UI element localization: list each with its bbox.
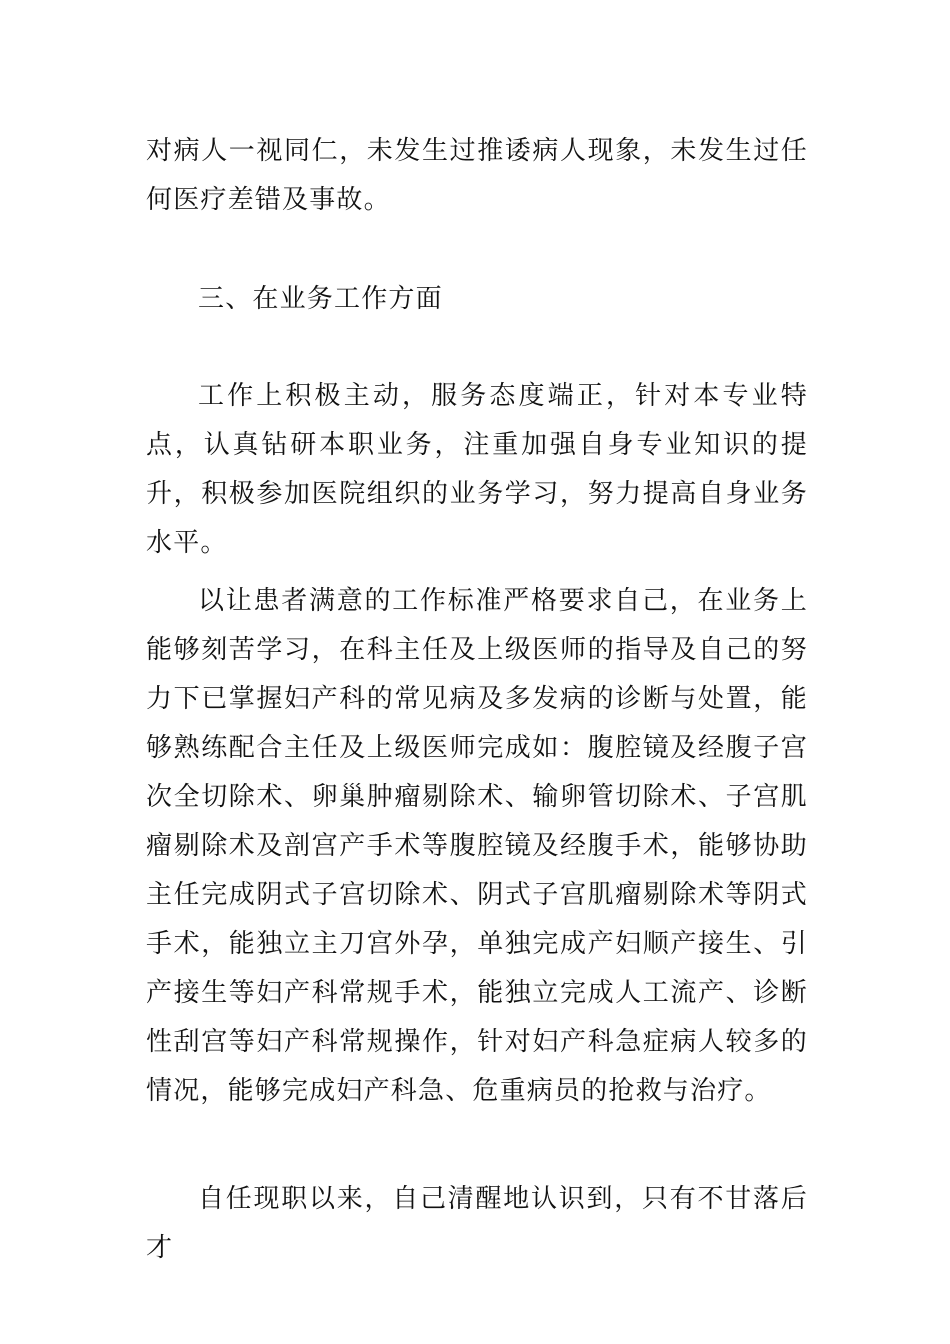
section-heading: 三、在业务工作方面 [198, 284, 443, 314]
paragraph-work-attitude: 工作上积极主动，服务态度端正，针对本专业特点，认真钻研本职业务，注重加强自身专业知识的提升，积极参加医院组织的业务学习，努力提高自身业务水平。 [146, 381, 808, 558]
paragraph-self-awareness: 自任现职以来，自己清醒地认识到，只有不甘落后才 [146, 1184, 808, 1263]
paragraph-continuation: 对病人一视同仁，未发生过推诿病人现象，未发生过任何医疗差错及事故。 [146, 136, 808, 215]
paragraph-clinical-skills: 以让患者满意的工作标准严格要求自己，在业务上能够刻苦学习，在科主任及上级医师的指导及自己的努力下已掌握妇产科的常见病及多发病的诊断与处置，能够熟练配合主任及上级医师完成如：腹腔镜及经腹子宫次全切除术、卵巢肿瘤剔除术、输卵管切除术、子宫肌瘤剔除术及剖宫产手术等腹腔镜及经腹手术，能够协助主任完成阴式子宫切除术、阴式子宫肌瘤剔除术等阴式手术，能独立主刀宫外孕，单独完成产妇顺产接生、引产接生等妇产科常规手术，能独立完成人工流产、诊断性刮宫等妇产科常规操作，针对妇产科急症病人较多的情况，能够完成妇产科急、危重病员的抢救与治疗。 [146, 586, 808, 1106]
